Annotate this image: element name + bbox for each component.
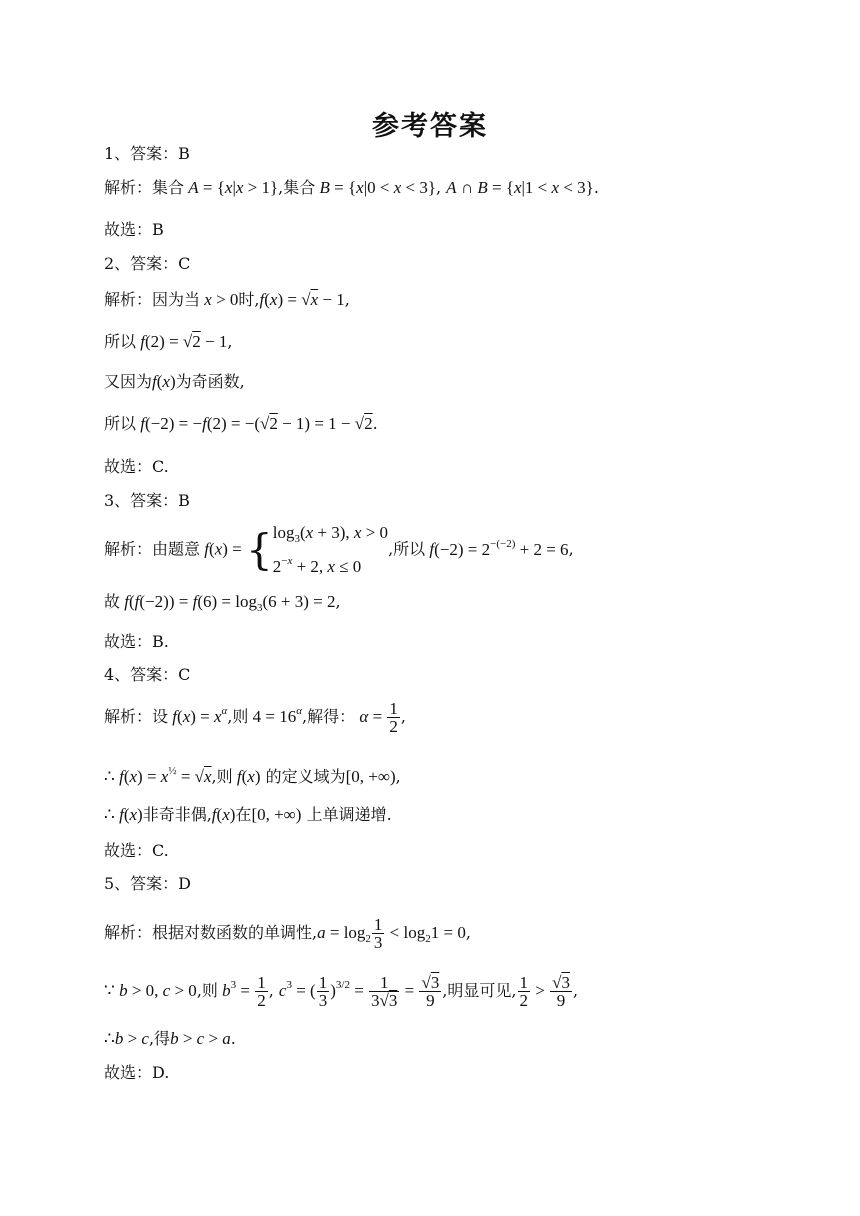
- q2-so2: 所以 f(−2) = −f(2) = −(√2 − 1) = 1 − √2.: [104, 414, 378, 433]
- q3-analysis: 解析：由题意 $f(x) = \{\log_3(x + 3)$, x > 0 $2^{-x} + 2$, x ≤ 0,所以 $f(-2) = 2^{-(-2)} + 2 = 6$,: [104, 523, 574, 576]
- q1-choose: 故选：B: [104, 220, 164, 239]
- q2-so1: 所以 f(2) = √2 − 1,: [104, 332, 233, 351]
- q2-choose: 故选：C.: [104, 457, 169, 476]
- q2-odd: 又因为f(x)为奇函数,: [104, 372, 245, 391]
- q1-answer: 1、答案：B: [104, 144, 190, 163]
- q3-gu: 故 $f(f(-2)) = f(6) = \log_3(6 + 3) = 2$,: [104, 592, 341, 614]
- q4-choose: 故选：C.: [104, 841, 169, 860]
- q4-answer: 4、答案：C: [104, 665, 191, 684]
- q2-analysis: 解析：因为当 x > 0时,f(x) = √x − 1,: [104, 290, 350, 309]
- q3-answer: 3、答案：B: [104, 491, 190, 510]
- q3-choose: 故选：B.: [104, 632, 169, 651]
- q5-compare: ∵ b > 0, c > 0,则 $b^3$ = $\frac{1}{2}$ , $c^3$ = ( $\frac{1}{3}$ )$^{3/2}$ = $\frac{1}{3√3}$ = $\frac{√3}{9}$ ,明显可见, $\frac{1}{2}$ > $\frac{√3}{9}$ ,: [104, 973, 579, 1010]
- q1-analysis: 解析：集合 A = {x|x > 1},集合 B = {x|0 < x < 3}, A ∩ B = {x|1 < x < 3}.: [104, 178, 599, 197]
- q5-choose: 故选：D.: [104, 1063, 170, 1082]
- q4-mono: ∴ f(x)非奇非偶,f(x)在[0, +∞) 上单调递增.: [104, 805, 392, 824]
- q2-answer: 2、答案：C: [104, 254, 191, 273]
- q4-analysis: 解析：设 $f(x) = x^\alpha$,则 $4 = 16^\alpha$,解得： α = $\frac{1}{2}$ ,: [104, 699, 406, 736]
- page-title: 参考答案: [372, 111, 488, 142]
- q5-answer: 5、答案：D: [104, 874, 192, 893]
- q5-analysis: 解析：根据对数函数的单调性$,a = \log_2$ $\frac{1}{3}$ < $\log_21 = 0$,: [104, 915, 471, 952]
- q4-domain: ∴ $f(x) = x^{\frac{1}{2}} = √x$,则 f(x) 的定义域为[0, +∞),: [104, 765, 401, 786]
- q5-result: ∴b > c,得b > c > a.: [104, 1029, 236, 1048]
